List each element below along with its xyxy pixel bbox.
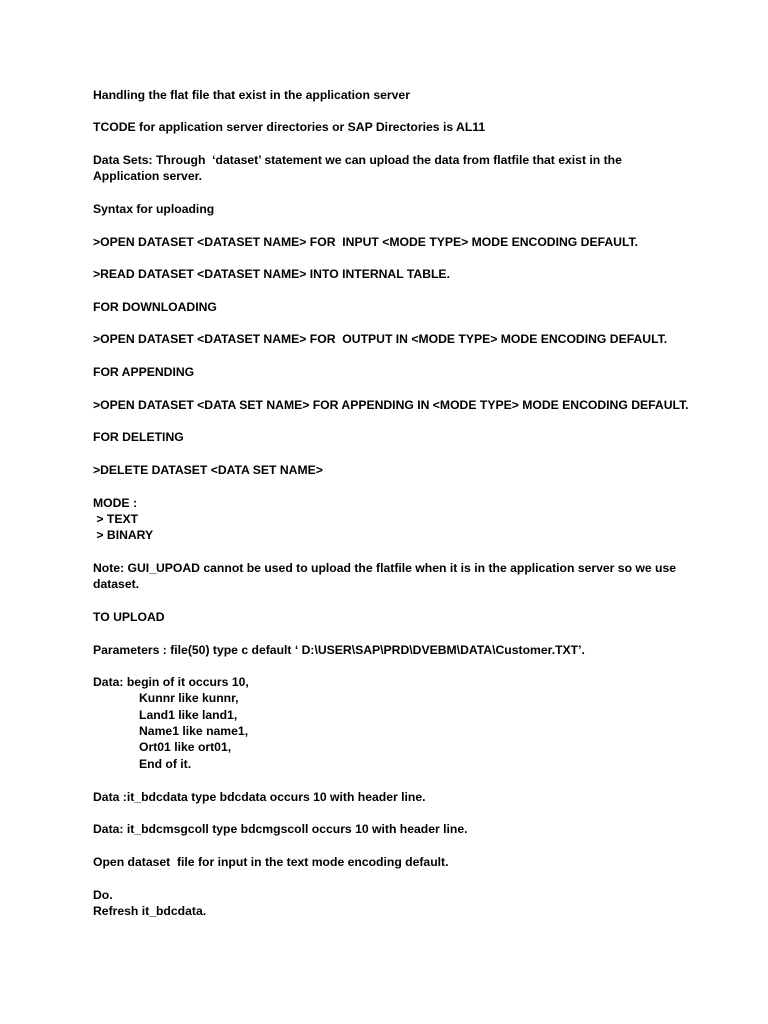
deleting-heading: FOR DELETING xyxy=(93,430,184,444)
open-appending-statement: >OPEN DATASET <DATA SET NAME> FOR APPENDING IN <MODE TYPE> MODE ENCODING DEFAULT. xyxy=(93,398,689,412)
open-input-statement: >OPEN DATASET <DATASET NAME> FOR INPUT <MODE TYPE> MODE ENCODING DEFAULT. xyxy=(93,235,638,249)
appending-heading: FOR APPENDING xyxy=(93,365,195,379)
to-upload-heading: TO UPLOAD xyxy=(93,610,165,624)
mode-heading: MODE : xyxy=(93,496,138,510)
do-line: Do. xyxy=(93,888,113,902)
parameters-line: Parameters : file(50) type c default ‘ D:\USER\SAP\PRD\DVEBM\DATA\Customer.TXT’. xyxy=(93,643,585,657)
syntax-heading: Syntax for uploading xyxy=(93,202,215,216)
bdcmsgcoll-line: Data: it_bdcmsgcoll type bdcmgscoll occurs 10 with header line. xyxy=(93,822,468,836)
refresh-line: Refresh it_bdcdata. xyxy=(93,904,207,918)
end-of-it-line: End of it. xyxy=(139,757,192,771)
tcode-line: TCODE for application server directories or SAP Directories is AL11 xyxy=(93,120,486,134)
delete-dataset-statement: >DELETE DATASET <DATA SET NAME> xyxy=(93,463,323,477)
ort01-line: Ort01 like ort01, xyxy=(139,740,232,754)
open-dataset-file-line: Open dataset file for input in the text mode encoding default. xyxy=(93,855,449,869)
land1-line: Land1 like land1, xyxy=(139,708,238,722)
datasets-line-1: Data Sets: Through ‘dataset’ statement we can upload the data from flatfile that exist in the xyxy=(93,153,622,167)
mode-text: > TEXT xyxy=(93,512,139,526)
mode-binary: > BINARY xyxy=(93,528,154,542)
read-dataset-statement: >READ DATASET <DATASET NAME> INTO INTERNAL TABLE. xyxy=(93,267,450,281)
note-line-2: dataset. xyxy=(93,577,140,591)
downloading-heading: FOR DOWNLOADING xyxy=(93,300,217,314)
datasets-line-2: Application server. xyxy=(93,169,203,183)
name1-line: Name1 like name1, xyxy=(139,724,249,738)
bdcdata-line: Data :it_bdcdata type bdcdata occurs 10 with header line. xyxy=(93,790,426,804)
note-line-1: Note: GUI_UPOAD cannot be used to upload the flatfile when it is in the application server so we use xyxy=(93,561,677,575)
document-title: Handling the flat file that exist in the application server xyxy=(93,88,410,102)
data-begin-line: Data: begin of it occurs 10, xyxy=(93,675,249,689)
kunnr-line: Kunnr like kunnr, xyxy=(139,691,239,705)
open-output-statement: >OPEN DATASET <DATASET NAME> FOR OUTPUT IN <MODE TYPE> MODE ENCODING DEFAULT. xyxy=(93,332,668,346)
